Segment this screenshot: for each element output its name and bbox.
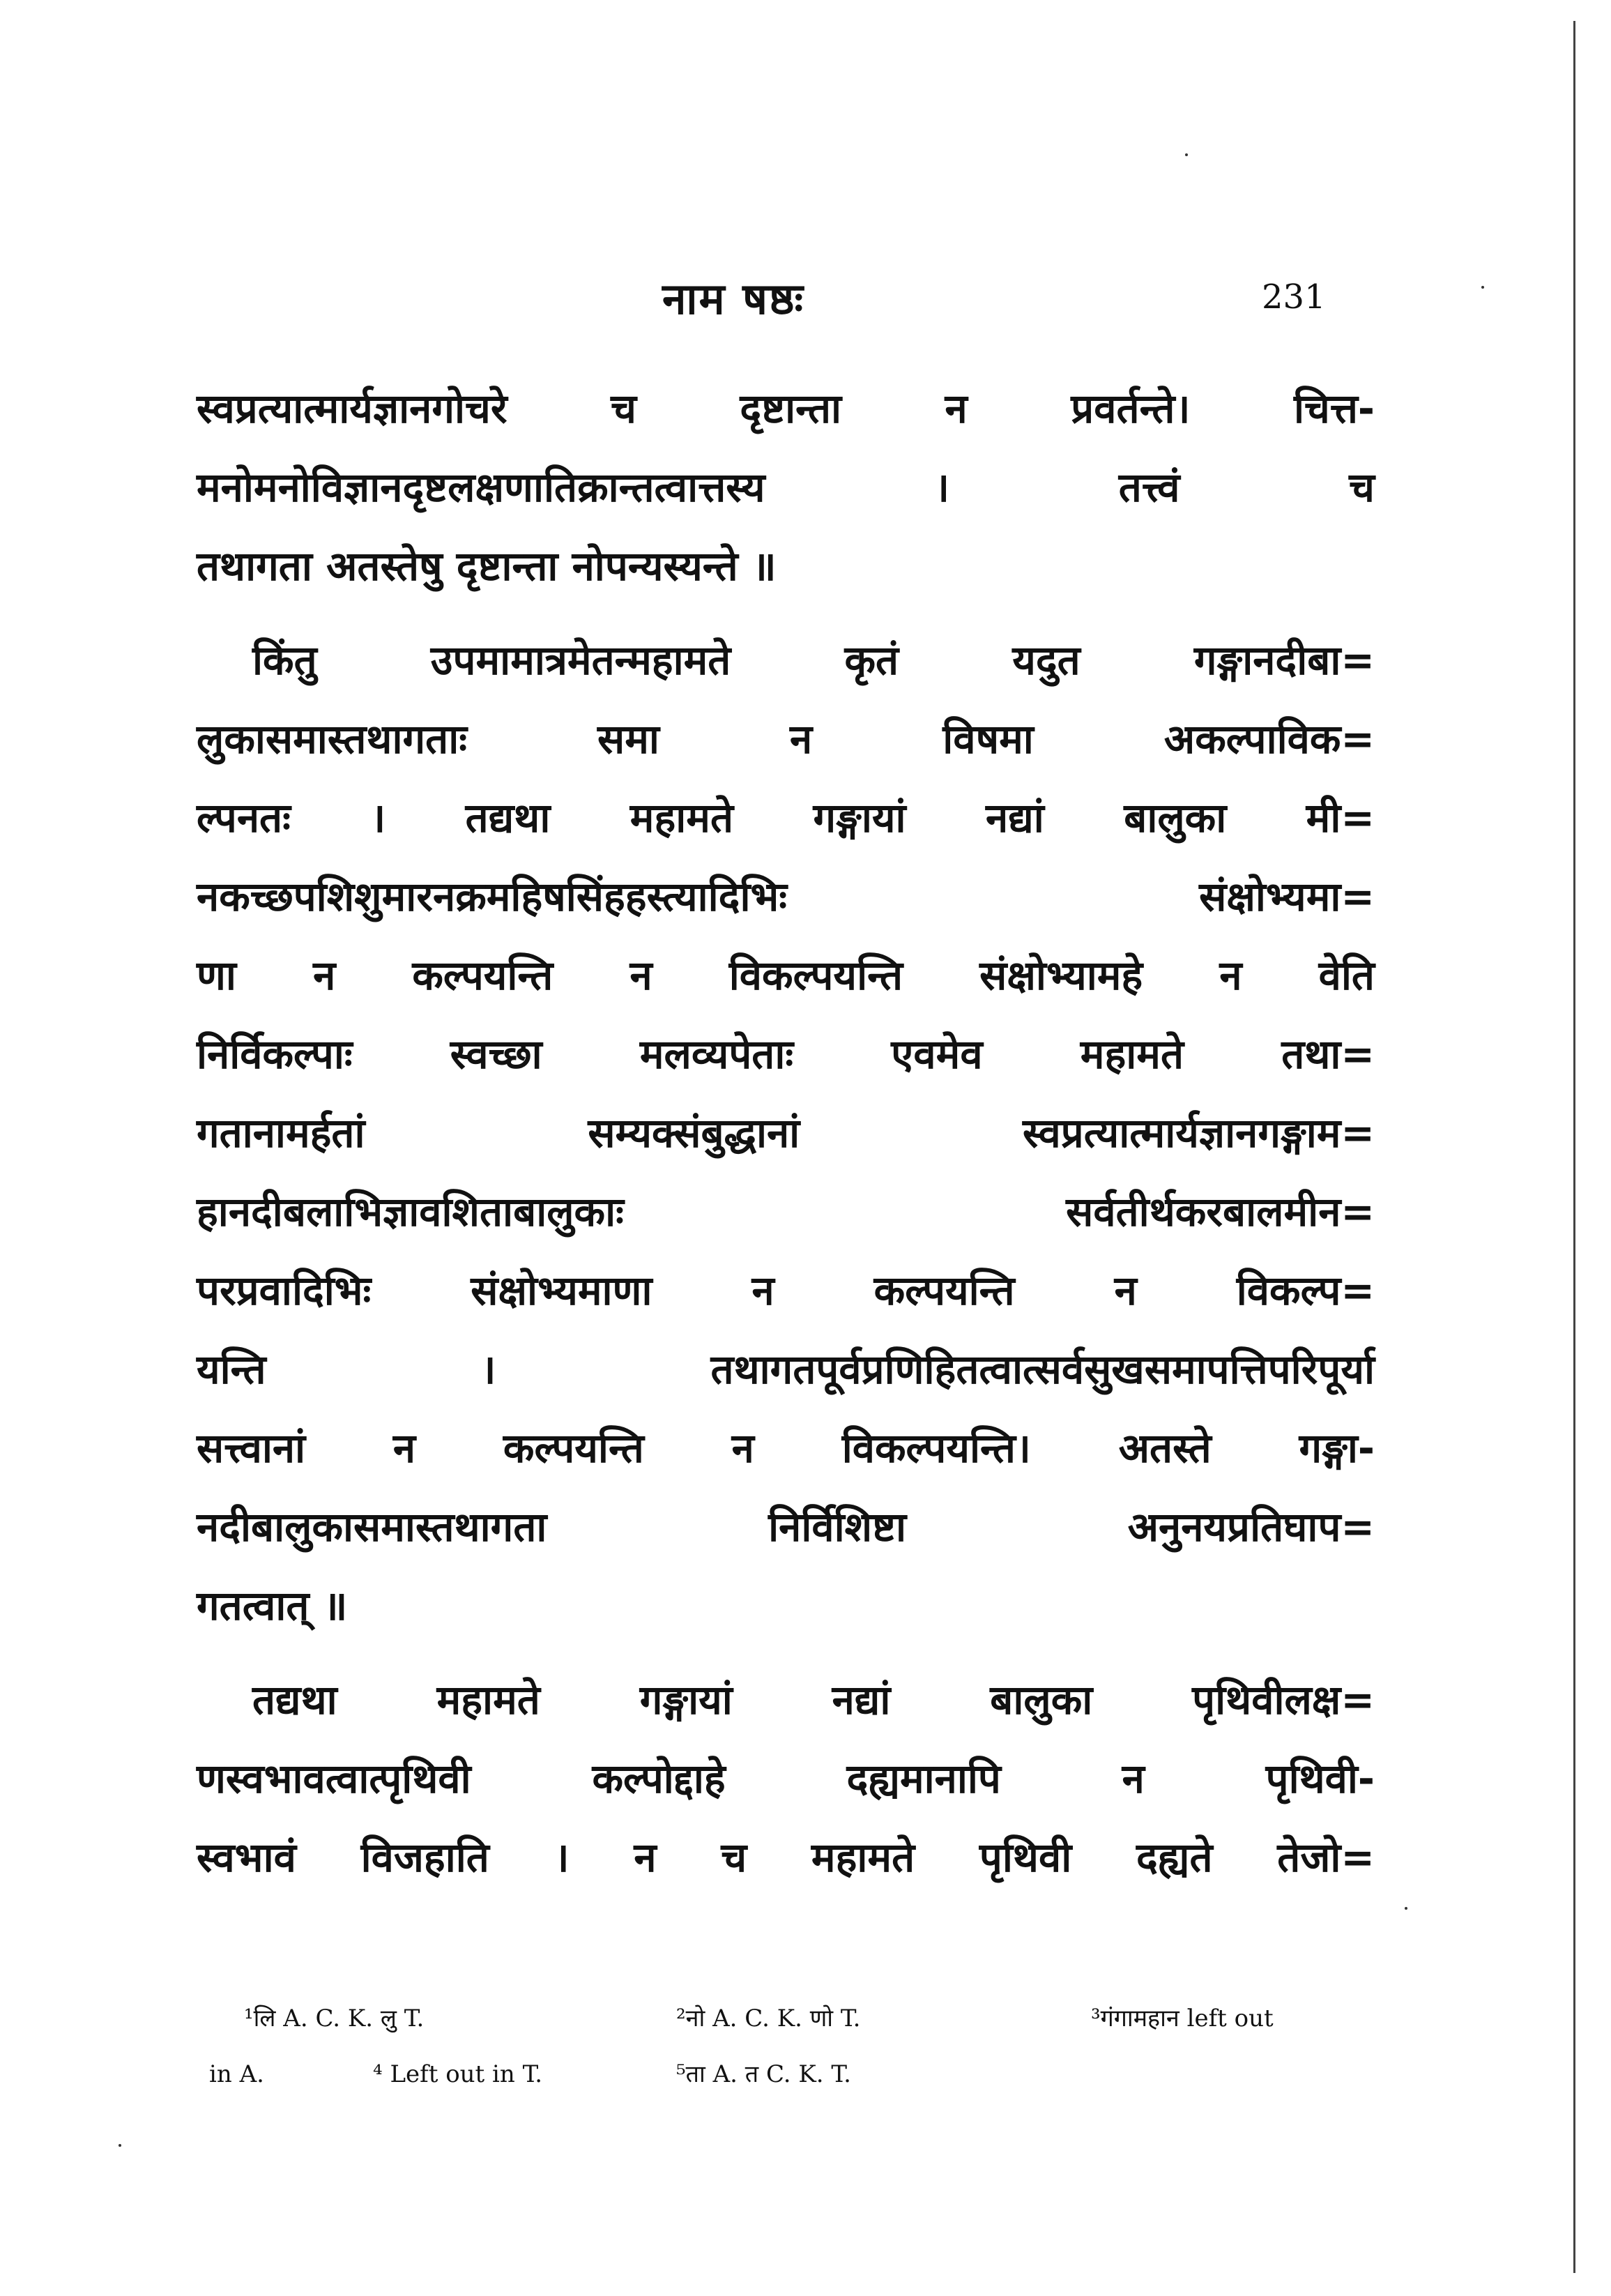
body-text — [197, 370, 1375, 1897]
text-line: यन्ति । तथागतपूर्वप्रणिहितत्वात्सर्वसुखसमापत्तिपरिपूर्या — [197, 1346, 1375, 1393]
text-line: परप्रवादिभिः संक्षोभ्यमाणा न कल्पयन्ति न विकल्प= — [197, 1267, 1375, 1314]
scan-speck — [1185, 153, 1188, 156]
text-line: निर्विकल्पाः स्वच्छा मलव्यपेताः एवमेव महामते तथा= — [197, 1031, 1375, 1078]
footnote-3-continued: in A. — [209, 2060, 264, 2088]
text-line: स्वप्रत्यात्मार्यज्ञानगोचरे च दृष्टान्ता न प्रवर्तन्ते। चित्त- — [197, 385, 1375, 432]
scan-speck — [1481, 286, 1484, 289]
footnote-line — [202, 2046, 1380, 2102]
text-line: सत्त्वानां न कल्पयन्ति न विकल्पयन्ति। अतस्ते गङ्गा- — [197, 1424, 1375, 1472]
text-line: णा न कल्पयन्ति न विकल्पयन्ति संक्षोभ्यामहे न वेति — [197, 952, 1375, 999]
text-line: नदीबालुकासमास्तथागता निर्विशिष्टा अनुनयप्रतिघाप= — [197, 1503, 1375, 1551]
text-line: णस्वभावत्वात्पृथिवी कल्पोद्दाहे दह्यमानापि न पृथिवी- — [197, 1755, 1375, 1802]
footnote-5: ⁵ता A. त C. K. T. — [676, 2060, 851, 2088]
text-line: मनोमनोविज्ञानदृष्टलक्षणातिक्रान्तत्वात्तस्य । तत्त्वं च — [197, 464, 1375, 511]
footnote-4: ⁴ Left out in T. — [373, 2060, 543, 2088]
page-number: 231 — [1262, 278, 1326, 317]
text-line: तथागता अतस्तेषु दृष्टान्ता नोपन्यस्यन्ते ॥ — [197, 542, 777, 590]
footnotes — [202, 1991, 1380, 2102]
footnote-2: ²नो A. C. K. णो T. — [676, 2005, 861, 2032]
text-line: ल्पनतः । तद्यथा महामते गङ्गायां नद्यां बालुका मी= — [197, 794, 1375, 842]
text-line: स्वभावं विजहाति । न च महामते पृथिवी दह्यते तेजो= — [197, 1834, 1375, 1881]
footnote-3: ³गंगामहान left out — [1091, 2005, 1274, 2032]
footnote-1: ¹लि A. C. K. लु T. — [244, 2005, 425, 2032]
text-line: गतत्वात् ॥ — [197, 1582, 348, 1629]
text-line: तद्यथा महामते गङ्गायां नद्यां बालुका पृथिवीलक्ष= — [252, 1676, 1375, 1724]
text-line: गतानामर्हतां सम्यक्संबुद्धानां स्वप्रत्यात्मार्यज्ञानगङ्गाम= — [197, 1109, 1375, 1157]
text-line: किंतु उपमामात्रमेतन्महामते कृतं यदुत गङ्गानदीबा= — [252, 637, 1375, 684]
scan-edge-line — [1573, 21, 1575, 2273]
scan-speck — [119, 2144, 121, 2147]
running-title: नाम षष्ठः — [662, 273, 805, 324]
text-line: हानदीबलाभिज्ञावशिताबालुकाः सर्वतीर्थकरबालमीन= — [197, 1188, 1375, 1236]
footnote-line — [202, 1991, 1380, 2046]
text-line: लुकासमास्तथागताः समा न विषमा अकल्पाविक= — [197, 715, 1375, 763]
text-line: नकच्छपशिशुमारनक्रमहिषसिंहहस्त्यादिभिः संक्षोभ्यमा= — [197, 873, 1375, 920]
scan-speck — [1405, 1907, 1407, 1910]
